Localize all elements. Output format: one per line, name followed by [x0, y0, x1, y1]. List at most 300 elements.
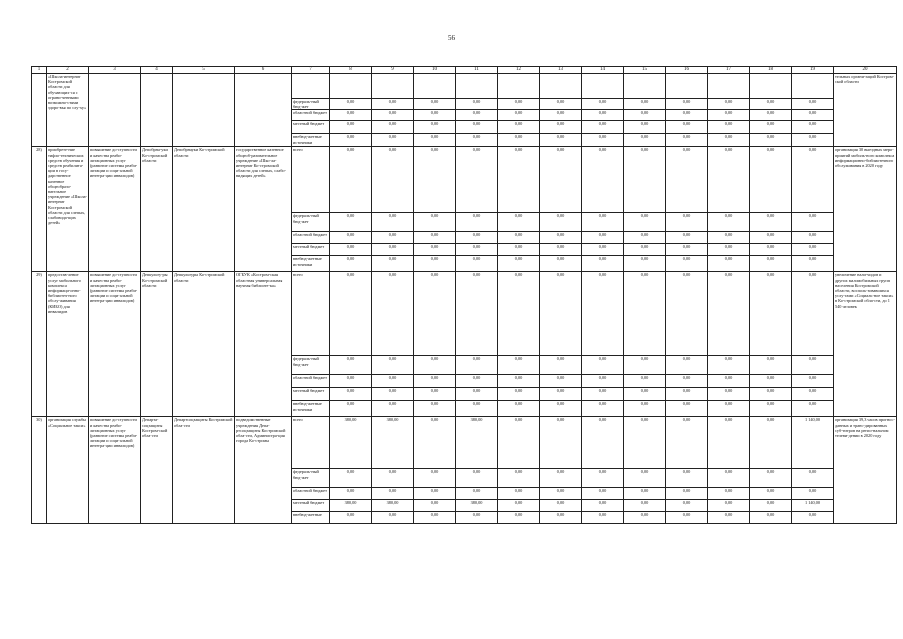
- value-cell: 0,00: [414, 356, 456, 375]
- value-cell: 0,00: [540, 375, 582, 388]
- value-cell: 0,00: [414, 272, 456, 356]
- value-cell: 0,00: [750, 99, 792, 110]
- value-cell: 0,00: [372, 147, 414, 213]
- value-cell: 0,00: [456, 356, 498, 375]
- value-cell: 0,00: [414, 256, 456, 272]
- value-cell: 0,00: [540, 256, 582, 272]
- value-cell: 0,00: [330, 388, 372, 401]
- empty-cell: [750, 74, 792, 99]
- funding-source-cell: федераль-ный бюд-жет: [292, 213, 330, 232]
- header-cell: 3: [89, 67, 141, 74]
- value-cell: 0,00: [372, 512, 414, 524]
- value-cell: 0,00: [330, 213, 372, 232]
- empty-cell: [456, 74, 498, 99]
- value-cell: 0,00: [456, 121, 498, 134]
- value-cell: 0,00: [708, 110, 750, 121]
- result-cell: организация 39,3 часов прогнос-данных и транс-дированных суб-титров на регио-нальном телеви-дении в 2020 году: [834, 417, 897, 524]
- value-cell: 0,00: [330, 244, 372, 256]
- value-cell: 0,00: [582, 134, 624, 147]
- value-cell: 0,00: [414, 147, 456, 213]
- value-cell: 0,00: [540, 244, 582, 256]
- header-cell: 7: [292, 67, 330, 74]
- value-cell: 0,00: [750, 356, 792, 375]
- funding-source-cell: внебюд-жетные: [292, 512, 330, 524]
- value-cell: 0,00: [456, 388, 498, 401]
- value-cell: 0,00: [498, 232, 540, 244]
- coexecutor-cell: Депкультуры Ко-стромской области: [173, 272, 235, 417]
- value-cell: 0,00: [414, 121, 456, 134]
- value-cell: 0,00: [498, 417, 540, 469]
- header-cell: 17: [708, 67, 750, 74]
- value-cell: 0,00: [792, 401, 834, 417]
- header-cell: 6: [235, 67, 292, 74]
- value-cell: 0,00: [708, 401, 750, 417]
- value-cell: 0,00: [750, 244, 792, 256]
- value-cell: 1 140,00: [792, 500, 834, 512]
- value-cell: 0,00: [624, 272, 666, 356]
- value-cell: 0,00: [750, 134, 792, 147]
- value-cell: 0,00: [666, 500, 708, 512]
- coexecutor-cell: Депобрнауки Ко-стромской области: [173, 147, 235, 272]
- value-cell: 0,00: [666, 256, 708, 272]
- value-cell: 0,00: [666, 469, 708, 488]
- funding-source-cell: внебюд-жетные источники: [292, 134, 330, 147]
- value-cell: 380,00: [372, 417, 414, 469]
- value-cell: 0,00: [708, 417, 750, 469]
- value-cell: 0,00: [414, 232, 456, 244]
- header-cell: 20: [834, 67, 897, 74]
- value-cell: 0,00: [666, 232, 708, 244]
- value-cell: 0,00: [498, 388, 540, 401]
- funding-source-cell: местный бюджет: [292, 500, 330, 512]
- value-cell: 0,00: [582, 256, 624, 272]
- value-cell: 1 140,00: [792, 417, 834, 469]
- header-cell: 8: [330, 67, 372, 74]
- header-row: [32, 67, 897, 74]
- value-cell: 0,00: [624, 232, 666, 244]
- value-cell: 0,00: [414, 375, 456, 388]
- value-cell: 0,00: [498, 256, 540, 272]
- value-cell: 0,00: [414, 244, 456, 256]
- value-cell: 0,00: [792, 147, 834, 213]
- value-cell: 0,00: [330, 356, 372, 375]
- value-cell: 0,00: [540, 469, 582, 488]
- value-cell: 0,00: [750, 232, 792, 244]
- empty-cell: [372, 74, 414, 99]
- value-cell: 0,00: [330, 134, 372, 147]
- value-cell: 0,00: [750, 512, 792, 524]
- value-cell: 0,00: [708, 272, 750, 356]
- value-cell: 0,00: [498, 244, 540, 256]
- value-cell: 0,00: [540, 110, 582, 121]
- funding-source-cell: областной бюджет: [292, 375, 330, 388]
- funding-source-cell: областной бюджет: [292, 232, 330, 244]
- value-cell: 0,00: [540, 213, 582, 232]
- value-cell: 0,00: [582, 488, 624, 500]
- value-cell: 0,00: [624, 213, 666, 232]
- value-cell: 0,00: [540, 99, 582, 110]
- header-cell: 9: [372, 67, 414, 74]
- value-cell: 0,00: [372, 232, 414, 244]
- value-cell: 0,00: [792, 134, 834, 147]
- value-cell: 0,00: [330, 99, 372, 110]
- value-cell: 0,00: [750, 401, 792, 417]
- value-cell: 0,00: [540, 272, 582, 356]
- value-cell: 0,00: [456, 375, 498, 388]
- value-cell: 0,00: [582, 121, 624, 134]
- value-cell: 380,00: [456, 417, 498, 469]
- value-cell: 0,00: [498, 99, 540, 110]
- value-cell: 0,00: [540, 401, 582, 417]
- value-cell: 0,00: [456, 256, 498, 272]
- value-cell: 0,00: [540, 500, 582, 512]
- value-cell: 0,00: [624, 417, 666, 469]
- value-cell: 0,00: [414, 134, 456, 147]
- value-cell: 0,00: [414, 99, 456, 110]
- value-cell: 0,00: [414, 500, 456, 512]
- value-cell: 0,00: [414, 110, 456, 121]
- value-cell: 0,00: [792, 213, 834, 232]
- result-cell: тельных органи-заций Костром-ской области: [834, 74, 897, 147]
- value-cell: 0,00: [624, 121, 666, 134]
- value-cell: 0,00: [456, 512, 498, 524]
- funding-source-cell: областной бюджет: [292, 110, 330, 121]
- value-cell: 0,00: [582, 232, 624, 244]
- value-cell: 0,00: [750, 272, 792, 356]
- value-cell: 0,00: [750, 388, 792, 401]
- value-cell: 0,00: [372, 244, 414, 256]
- table-row: [32, 272, 897, 356]
- responsible-cell: [141, 74, 173, 147]
- value-cell: 0,00: [624, 134, 666, 147]
- value-cell: 0,00: [456, 134, 498, 147]
- value-cell: 0,00: [750, 121, 792, 134]
- program-table: [31, 66, 897, 524]
- task-cell: повышение до-ступности и качества реаби-литационных услуг (развитие системы реаби-литации и соци-альной интегра-ции инвалидов): [89, 272, 141, 417]
- value-cell: 0,00: [456, 401, 498, 417]
- value-cell: 0,00: [708, 512, 750, 524]
- value-cell: 0,00: [540, 121, 582, 134]
- value-cell: 0,00: [456, 272, 498, 356]
- value-cell: 0,00: [582, 417, 624, 469]
- value-cell: 0,00: [708, 213, 750, 232]
- value-cell: 0,00: [624, 356, 666, 375]
- value-cell: 0,00: [456, 110, 498, 121]
- value-cell: 0,00: [708, 469, 750, 488]
- value-cell: 0,00: [498, 375, 540, 388]
- task-cell: повышение до-ступности и качества реаби-литационных услуг (развитие системы реаби-литации и соци-альной интегра-ции инвалидов): [89, 147, 141, 272]
- value-cell: 0,00: [792, 244, 834, 256]
- value-cell: 0,00: [498, 469, 540, 488]
- value-cell: 0,00: [624, 147, 666, 213]
- value-cell: 0,00: [666, 488, 708, 500]
- value-cell: 0,00: [666, 512, 708, 524]
- funding-source-cell: всего: [292, 272, 330, 356]
- value-cell: 0,00: [750, 488, 792, 500]
- value-cell: 0,00: [708, 121, 750, 134]
- value-cell: 380,00: [456, 500, 498, 512]
- value-cell: 0,00: [624, 401, 666, 417]
- value-cell: 0,00: [414, 488, 456, 500]
- value-cell: 0,00: [792, 121, 834, 134]
- value-cell: 0,00: [582, 213, 624, 232]
- value-cell: 0,00: [750, 375, 792, 388]
- value-cell: 0,00: [582, 110, 624, 121]
- value-cell: 0,00: [624, 256, 666, 272]
- value-cell: 0,00: [498, 110, 540, 121]
- header-cell: 12: [498, 67, 540, 74]
- recipient-cell: подведомственные учреждения Депа-ртсоцзащиты Костромской обла-сти, Администра-ция города Ко-стромы: [235, 417, 292, 524]
- value-cell: 0,00: [792, 388, 834, 401]
- value-cell: 0,00: [708, 388, 750, 401]
- item-number-cell: 29): [32, 272, 47, 417]
- value-cell: 0,00: [582, 244, 624, 256]
- value-cell: 0,00: [498, 488, 540, 500]
- value-cell: 0,00: [498, 272, 540, 356]
- value-cell: 0,00: [666, 388, 708, 401]
- value-cell: 0,00: [708, 232, 750, 244]
- table-row: [32, 147, 897, 213]
- value-cell: 0,00: [666, 272, 708, 356]
- value-cell: 0,00: [372, 272, 414, 356]
- value-cell: 0,00: [582, 500, 624, 512]
- value-cell: 0,00: [330, 110, 372, 121]
- value-cell: 0,00: [750, 110, 792, 121]
- value-cell: 0,00: [666, 110, 708, 121]
- value-cell: 0,00: [624, 244, 666, 256]
- header-cell: 1: [32, 67, 47, 74]
- value-cell: 0,00: [456, 147, 498, 213]
- empty-cell: [540, 74, 582, 99]
- value-cell: 0,00: [330, 488, 372, 500]
- value-cell: 0,00: [624, 512, 666, 524]
- value-cell: 0,00: [708, 256, 750, 272]
- value-cell: 0,00: [372, 388, 414, 401]
- coexecutor-cell: Департсоцзащиты Костромской обла-сти: [173, 417, 235, 524]
- value-cell: 0,00: [708, 500, 750, 512]
- header-cell: 15: [624, 67, 666, 74]
- funding-source-cell: федераль-ный бюд-жет: [292, 469, 330, 488]
- header-cell: 11: [456, 67, 498, 74]
- funding-source-cell: всего: [292, 417, 330, 469]
- value-cell: 0,00: [792, 512, 834, 524]
- value-cell: 0,00: [498, 121, 540, 134]
- value-cell: 0,00: [540, 388, 582, 401]
- value-cell: 0,00: [750, 500, 792, 512]
- value-cell: 380,00: [330, 417, 372, 469]
- task-cell: [89, 74, 141, 147]
- value-cell: 0,00: [750, 213, 792, 232]
- value-cell: 0,00: [456, 213, 498, 232]
- value-cell: 0,00: [582, 401, 624, 417]
- value-cell: 0,00: [540, 488, 582, 500]
- value-cell: 0,00: [372, 213, 414, 232]
- result-cell: организация 30 выездных меро-приятий мобиль-ного комплекса информационно-библиотечного обслуживания в 2020 году: [834, 147, 897, 272]
- value-cell: 0,00: [582, 469, 624, 488]
- header-cell: 19: [792, 67, 834, 74]
- value-cell: 0,00: [456, 232, 498, 244]
- header-cell: 18: [750, 67, 792, 74]
- value-cell: 0,00: [414, 417, 456, 469]
- value-cell: 0,00: [666, 134, 708, 147]
- value-cell: 0,00: [582, 147, 624, 213]
- item-number-cell: [32, 74, 47, 147]
- value-cell: 0,00: [624, 99, 666, 110]
- page-number: 56: [448, 34, 455, 42]
- value-cell: 0,00: [330, 147, 372, 213]
- empty-cell: [708, 74, 750, 99]
- responsible-cell: Департа-соцзащиты Костром-ской обла-сти: [141, 417, 173, 524]
- value-cell: 0,00: [498, 147, 540, 213]
- value-cell: 0,00: [792, 488, 834, 500]
- value-cell: 0,00: [414, 213, 456, 232]
- value-cell: 0,00: [750, 256, 792, 272]
- recipient-cell: государственное казенное общеоб-разовательное учреждение «Шко-ла-интернат Ко-стромской области для слепых, слабо-видящих детей»: [235, 147, 292, 272]
- value-cell: 0,00: [414, 469, 456, 488]
- value-cell: 0,00: [372, 256, 414, 272]
- value-cell: 0,00: [498, 500, 540, 512]
- funding-source-cell: областной бюджет: [292, 488, 330, 500]
- value-cell: 0,00: [666, 417, 708, 469]
- value-cell: 0,00: [456, 99, 498, 110]
- value-cell: 0,00: [624, 488, 666, 500]
- header-cell: 5: [173, 67, 235, 74]
- value-cell: 0,00: [414, 401, 456, 417]
- value-cell: 0,00: [582, 388, 624, 401]
- funding-source-cell: федераль-ный бюд-жет: [292, 356, 330, 375]
- responsible-cell: Депкульту-ры Ко-стромской области: [141, 272, 173, 417]
- value-cell: 0,00: [330, 375, 372, 388]
- funding-source-cell: внебюд-жетные источники: [292, 401, 330, 417]
- header-cell: 16: [666, 67, 708, 74]
- value-cell: 0,00: [498, 356, 540, 375]
- task-cell: повышение до-ступности и качества реаби-литационных услуг (развитие системы реаби-литации и соци-альной интегра-ции инвалидов): [89, 417, 141, 524]
- value-cell: 0,00: [582, 272, 624, 356]
- value-cell: 0,00: [330, 121, 372, 134]
- responsible-cell: Депобрна-уки Ко-стромской области: [141, 147, 173, 272]
- item-number-cell: 30): [32, 417, 47, 524]
- value-cell: 0,00: [330, 272, 372, 356]
- table-row: [32, 417, 897, 469]
- value-cell: 0,00: [498, 213, 540, 232]
- value-cell: 0,00: [750, 417, 792, 469]
- value-cell: 0,00: [666, 99, 708, 110]
- empty-cell: [582, 74, 624, 99]
- header-cell: 2: [47, 67, 89, 74]
- value-cell: 0,00: [624, 500, 666, 512]
- value-cell: 0,00: [330, 512, 372, 524]
- empty-cell: [624, 74, 666, 99]
- value-cell: 0,00: [540, 356, 582, 375]
- value-cell: 0,00: [372, 99, 414, 110]
- measure-name-cell: приобрете-ние тифло-технических средств обучения и средств реабилита-ции в госу-дарственное казенное общеобразо-вательное учреждение «Школа-интернат Костромской области для слепых, слабовида-щих детей»: [47, 147, 89, 272]
- value-cell: 0,00: [456, 469, 498, 488]
- funding-source-cell: местный бюджет: [292, 121, 330, 134]
- funding-source-cell: внебюд-жетные источники: [292, 256, 330, 272]
- value-cell: 380,00: [372, 500, 414, 512]
- value-cell: 0,00: [540, 232, 582, 244]
- value-cell: 0,00: [582, 375, 624, 388]
- value-cell: 0,00: [456, 244, 498, 256]
- value-cell: 0,00: [456, 488, 498, 500]
- value-cell: 0,00: [540, 134, 582, 147]
- value-cell: 0,00: [372, 110, 414, 121]
- value-cell: 0,00: [792, 356, 834, 375]
- empty-cell: [792, 74, 834, 99]
- value-cell: 0,00: [666, 356, 708, 375]
- value-cell: 0,00: [582, 356, 624, 375]
- value-cell: 0,00: [372, 401, 414, 417]
- value-cell: 0,00: [372, 121, 414, 134]
- value-cell: 0,00: [540, 147, 582, 213]
- value-cell: 0,00: [750, 469, 792, 488]
- header-cell: 10: [414, 67, 456, 74]
- measure-name-cell: предостав-ление услуг мобильного комплекса информаци-онно-библиотеч-ного обслу-живания (КИБО) для инвалидов: [47, 272, 89, 417]
- measure-name-cell: «Школа-интернат Костромской области для обучающих-ся с ограни-ченными возможно-стями здоро-вья по слу-ху»: [47, 74, 89, 147]
- value-cell: 0,00: [414, 512, 456, 524]
- value-cell: 0,00: [330, 232, 372, 244]
- value-cell: 0,00: [666, 401, 708, 417]
- value-cell: 0,00: [372, 134, 414, 147]
- value-cell: 0,00: [498, 134, 540, 147]
- value-cell: 0,00: [666, 213, 708, 232]
- header-cell: 14: [582, 67, 624, 74]
- value-cell: 0,00: [792, 256, 834, 272]
- value-cell: 0,00: [372, 469, 414, 488]
- value-cell: 0,00: [792, 375, 834, 388]
- value-cell: 0,00: [708, 147, 750, 213]
- value-cell: 0,00: [792, 272, 834, 356]
- value-cell: 0,00: [792, 469, 834, 488]
- value-cell: 0,00: [624, 469, 666, 488]
- value-cell: 0,00: [414, 388, 456, 401]
- table-row: [32, 74, 897, 99]
- value-cell: 380,00: [330, 500, 372, 512]
- empty-cell: [292, 74, 330, 99]
- value-cell: 0,00: [666, 121, 708, 134]
- value-cell: 0,00: [708, 99, 750, 110]
- value-cell: 0,00: [792, 232, 834, 244]
- value-cell: 0,00: [372, 356, 414, 375]
- value-cell: 0,00: [708, 134, 750, 147]
- result-cell: увеличение нали-чидов и других маломобильных групп населения Костромской области, восполь-зовавшихся услу-гами «Социаль-ное такси» в Ко-стромской обла-сти, до 1 540 человек: [834, 272, 897, 417]
- funding-source-cell: местный бюджет: [292, 244, 330, 256]
- value-cell: 0,00: [330, 469, 372, 488]
- value-cell: 0,00: [498, 401, 540, 417]
- value-cell: 0,00: [498, 512, 540, 524]
- value-cell: 0,00: [666, 375, 708, 388]
- measure-name-cell: организация службы «Социальное такси»: [47, 417, 89, 524]
- empty-cell: [414, 74, 456, 99]
- value-cell: 0,00: [708, 244, 750, 256]
- recipient-cell: ОГБУК «Костром-ская областная универсальная научная библиоте-ка»: [235, 272, 292, 417]
- value-cell: 0,00: [582, 99, 624, 110]
- value-cell: 0,00: [540, 417, 582, 469]
- empty-cell: [498, 74, 540, 99]
- value-cell: 0,00: [624, 110, 666, 121]
- value-cell: 0,00: [666, 147, 708, 213]
- value-cell: 0,00: [666, 244, 708, 256]
- value-cell: 0,00: [372, 375, 414, 388]
- value-cell: 0,00: [330, 256, 372, 272]
- header-cell: 4: [141, 67, 173, 74]
- funding-source-cell: всего: [292, 147, 330, 213]
- value-cell: 0,00: [792, 99, 834, 110]
- item-number-cell: 28): [32, 147, 47, 272]
- value-cell: 0,00: [750, 147, 792, 213]
- value-cell: 0,00: [708, 375, 750, 388]
- funding-source-cell: федераль-ный бюд-жет: [292, 99, 330, 110]
